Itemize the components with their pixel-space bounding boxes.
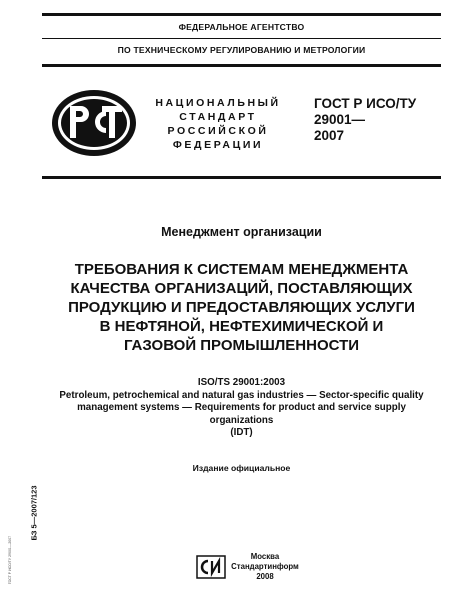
side-imprint bbox=[6, 520, 14, 600]
standartinform-logo-icon bbox=[196, 555, 226, 579]
standard-designation bbox=[314, 96, 444, 144]
top-rule bbox=[42, 13, 441, 16]
agency-line-1: ФЕДЕРАЛЬНОЕ АГЕНТСТВО bbox=[178, 22, 305, 32]
designation-line: 2007 bbox=[314, 128, 345, 143]
national-standard-label bbox=[148, 96, 288, 152]
side-code-text: БЗ 5—2007/123 bbox=[29, 485, 39, 541]
title-line: КАЧЕСТВА ОРГАНИЗАЦИЙ, ПОСТАВЛЯЮЩИХ bbox=[70, 280, 413, 297]
title-line: ГАЗОВОЙ ПРОМЫШЛЕННОСТИ bbox=[123, 337, 360, 354]
document-subtitle: Менеджмент организации bbox=[161, 225, 322, 239]
document-title bbox=[42, 260, 441, 355]
publisher-year: 2008 bbox=[256, 572, 274, 581]
iso-ref-line: ISO/TS 29001:2003 bbox=[197, 377, 286, 388]
iso-reference bbox=[42, 377, 441, 440]
national-standard-line: РОССИЙСКОЙ bbox=[167, 125, 269, 137]
designation-line: 29001— bbox=[314, 112, 366, 127]
official-edition-label: Издание официальное bbox=[192, 463, 291, 473]
title-line: ТРЕБОВАНИЯ К СИСТЕМАМ МЕНЕДЖМЕНТА bbox=[74, 261, 409, 278]
side-imprint-text: ГОСТ Р ИСО/ТУ 29001—2007 bbox=[8, 535, 12, 585]
publisher-name: Стандартинформ bbox=[231, 562, 299, 571]
title-line: ПРОДУКЦИЮ И ПРЕДОСТАВЛЯЮЩИХ УСЛУГИ bbox=[68, 299, 415, 316]
designation-line: ГОСТ Р ИСО/ТУ bbox=[314, 96, 417, 111]
national-standard-line: ФЕДЕРАЦИИ bbox=[172, 139, 264, 151]
national-standard-line: НАЦИОНАЛЬНЫЙ bbox=[155, 97, 281, 109]
title-line: В НЕФТЯНОЙ, НЕФТЕХИМИЧЕСКОЙ И bbox=[99, 318, 384, 335]
iso-ref-line: Petroleum, petrochemical and natural gas industries — Sector-specific quality bbox=[59, 389, 424, 401]
iso-ref-line: organizations bbox=[209, 414, 274, 426]
middle-rule bbox=[42, 176, 441, 179]
agency-line-2: ПО ТЕХНИЧЕСКОМУ РЕГУЛИРОВАНИЮ И МЕТРОЛОГИИ bbox=[117, 45, 366, 55]
side-code bbox=[28, 478, 40, 548]
national-standard-line: СТАНДАРТ bbox=[179, 111, 257, 123]
iso-ref-line: (IDT) bbox=[230, 427, 253, 438]
publisher-city: Москва bbox=[250, 552, 280, 561]
iso-ref-line: management systems — Requirements for product and service supply bbox=[77, 402, 406, 413]
publisher-block bbox=[225, 552, 305, 582]
header-rule bbox=[42, 64, 441, 67]
rst-logo-icon bbox=[50, 88, 138, 158]
agency-divider bbox=[42, 38, 441, 39]
